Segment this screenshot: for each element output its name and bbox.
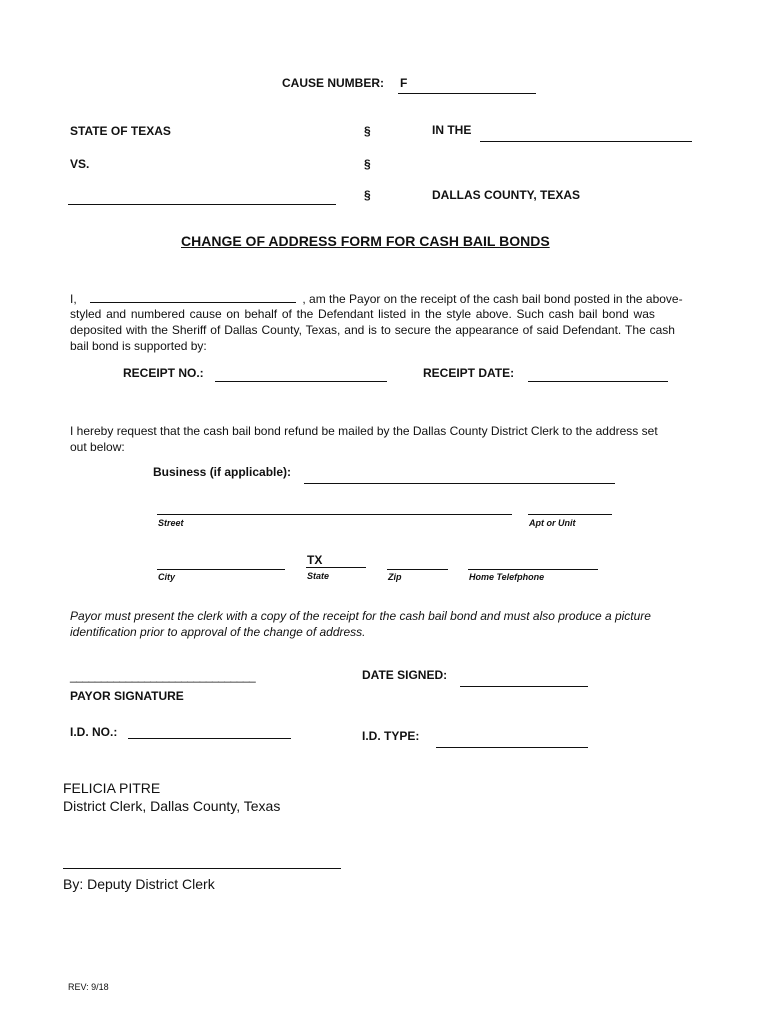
section-symbol-3: § [364,188,371,202]
intro-line-1 [70,292,700,306]
apt-label: Apt or Unit [529,518,576,528]
intro-line-3: deposited with the Sheriff of Dallas County, Texas, and is to secure the appearance of said Defendant. The cash [70,323,675,337]
payor-name-field[interactable] [90,292,296,303]
court-field[interactable] [480,141,692,142]
date-signed-label: DATE SIGNED: [362,668,448,682]
phone-field[interactable] [468,569,598,570]
in-the-label: IN THE [432,123,472,137]
zip-label: Zip [388,572,402,582]
revision-label: REV: 9/18 [68,982,109,992]
cause-number-field[interactable] [398,93,536,94]
id-type-label: I.D. TYPE: [362,729,420,743]
cause-number-prefix: F [400,76,408,90]
apt-field[interactable] [528,514,612,515]
state-field[interactable] [306,567,366,568]
cause-number-label: CAUSE NUMBER: [282,76,384,90]
receipt-number-field[interactable] [215,381,387,382]
deputy-signature-field[interactable] [63,868,341,869]
defendant-field[interactable] [68,204,336,205]
receipt-date-label: RECEIPT DATE: [423,366,515,380]
intro-line-4: bail bond is supported by: [70,339,207,353]
receipt-date-field[interactable] [528,381,668,382]
clerk-title: District Clerk, Dallas County, Texas [63,798,281,814]
deputy-clerk-label: By: Deputy District Clerk [63,876,215,892]
street-field[interactable] [157,514,512,515]
intro-line-2: styled and numbered cause on behalf of the Defendant listed in the style above. Such cash bail bond was [70,307,655,321]
receipt-number-label: RECEIPT NO.: [123,366,204,380]
notice-line-2: identification prior to approval of the change of address. [70,625,366,639]
id-number-field[interactable] [128,738,291,739]
business-field[interactable] [304,483,615,484]
county-label: DALLAS COUNTY, TEXAS [432,188,581,202]
zip-field[interactable] [387,569,448,570]
payor-signature-label: PAYOR SIGNATURE [70,689,184,703]
business-label: Business (if applicable): [153,465,292,479]
city-label: City [158,572,176,582]
payor-signature-line[interactable]: ______________________________ [70,669,256,683]
intro-line-1-rest: , am the Payor on the receipt of the cash bail bond posted in the above- [302,292,683,306]
section-symbol-1: § [364,124,371,138]
notice-line-1: Payor must present the clerk with a copy of the receipt for the cash bail bond and must also produce a picture [70,609,651,623]
state-value[interactable]: TX [307,553,323,567]
section-symbol-2: § [364,157,371,171]
intro-prefix: I, [70,292,77,306]
form-title: CHANGE OF ADDRESS FORM FOR CASH BAIL BONDS [181,233,550,249]
state-label: STATE OF TEXAS [70,124,171,138]
id-number-label: I.D. NO.: [70,725,118,739]
street-label: Street [158,518,184,528]
vs-label: VS. [70,157,90,171]
phone-label: Home Telefphone [469,572,545,582]
city-field[interactable] [157,569,285,570]
request-line-1: I hereby request that the cash bail bond refund be mailed by the Dallas County District Clerk to the address set [70,424,658,438]
request-line-2: out below: [70,440,125,454]
id-type-field[interactable] [436,747,588,748]
state-field-label: State [307,571,330,581]
date-signed-field[interactable] [460,686,588,687]
clerk-name: FELICIA PITRE [63,780,161,796]
